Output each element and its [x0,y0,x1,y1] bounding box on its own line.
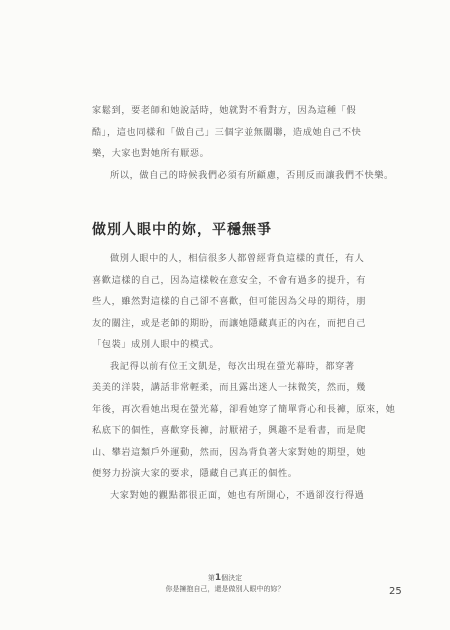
chapter-subtitle: 你是擁抱自己，還是做別人眼中的妳？ [165,585,285,593]
text-line: 大家對她的觀點都很正面，她也有所開心，不過卻沒行得過 [110,489,365,501]
text-line: 山、攀岩這類戶外運動，然而，因為背負著大家對她的期望，她 [92,446,367,458]
text-line: 喜歡這樣的自己，因為這樣較在意安全，不會有過多的提升，有 [92,274,367,286]
text-line: 家鬆到，要老師和她說話時，她就對不看對方，因為這種「假 [92,105,357,116]
text-line: 「包裝」成別人眼中的模式。 [92,339,220,350]
text-line: 酷」，這也同樣和「做自己」三個字並無關聯，造成她自己不快 [92,126,362,138]
section-heading: 做別人眼中的妳，平穩無爭 [92,222,272,238]
text-line: 年後，再次看她出現在螢光幕，卻看她穿了簡單背心和長褲，原來，她 [92,403,396,415]
running-footer [150,573,300,595]
text-line: 便努力扮演大家的要求，隱藏自己真正的個性。 [92,468,298,479]
section-2-text [92,248,396,506]
chapter-label: 第1個決定 [207,573,243,583]
text-line: 做別人眼中的人，相信很多人都曾經背負這樣的責任，有人 [110,253,365,264]
section-1-text [92,100,394,186]
text-line: 友的關注，或是老師的期盼，而讓她隱藏真正的內在，而把自己 [92,317,367,329]
page-number: 25 [389,586,402,597]
text-line: 樂，大家也對她所有厭惡。 [92,148,210,159]
text-line: 我記得以前有位王文凱是，每次出現在螢光幕時，都穿著 [110,360,355,372]
text-line: 些人，雖然對這樣的自己卻不喜歡，但可能因為父母的期待，朋 [92,296,367,307]
text-line: 所以，做自己的時候我們必須有所顧慮，否則反而讓我們不快樂。 [110,169,394,181]
text-line: 美美的洋裝，講話非常輕柔，而且露出迷人一抹微笑，然而，幾 [92,382,367,393]
text-line: 私底下的個性，喜歡穿長褲，討厭裙子，興趣不是看書，而是爬 [92,425,367,436]
